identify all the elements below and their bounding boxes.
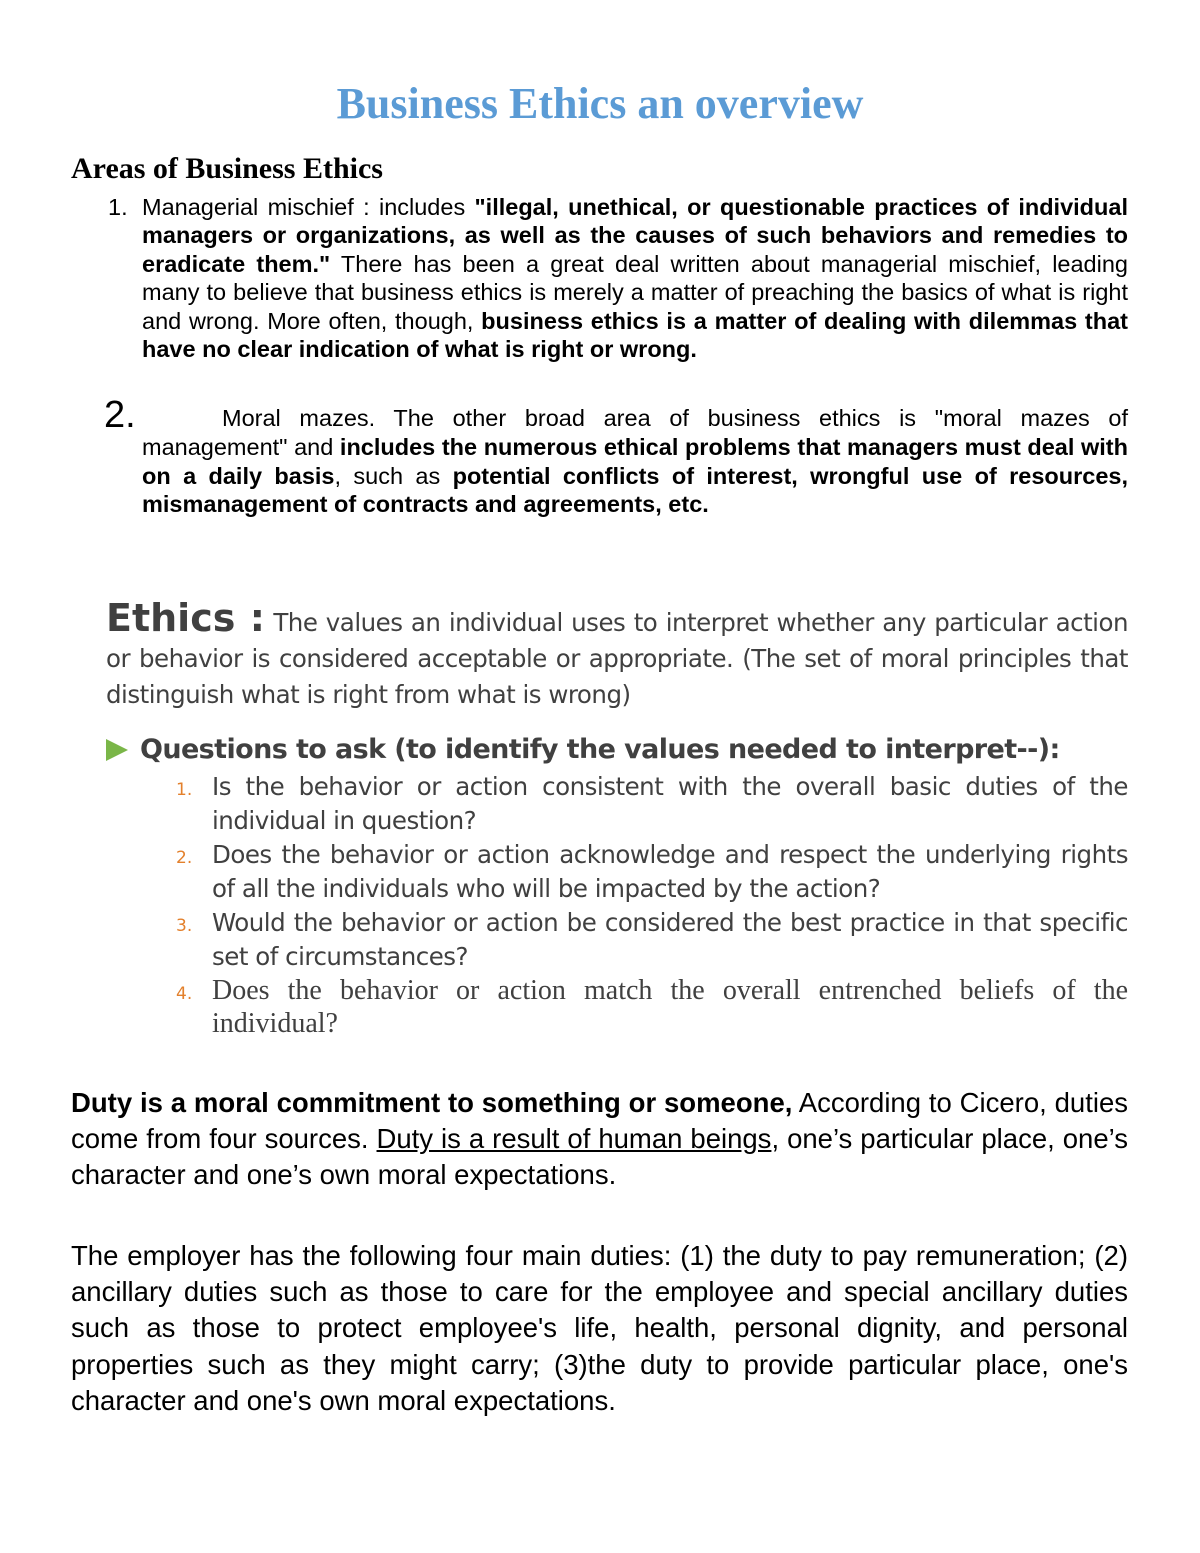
item1-bold-b: business ethics is a matter of dealing with dilemmas that have no clear indication of what is right or wrong.: [142, 307, 1128, 363]
duty-underlined: Duty is a result of human beings: [376, 1123, 772, 1154]
item2-bold-b: potential conflicts of interest, wrongful use of resources, mismanagement of contracts and agreements, etc.: [142, 462, 1129, 518]
questions-heading: [106, 733, 1060, 767]
item2-text: [142, 404, 1128, 519]
page-title: Business Ethics an overview: [336, 79, 864, 128]
item2-number: 2.: [104, 394, 136, 436]
ethics-text: The values an individual uses to interpret whether any particular action or behavior is considered acceptable or appropriate. (The set of moral principles that distinguish what is right from what is wrong): [106, 608, 1129, 709]
questions-heading-text: Questions to ask (to identify the values needed to interpret--):: [140, 734, 1060, 765]
duty-text-a: According to Cicero, duties come from four sources.: [71, 1087, 1128, 1154]
question-number: 4.: [176, 984, 193, 1004]
duty-text-b: , one’s particular place, one’s character and one’s own moral expectations.: [71, 1123, 1128, 1190]
item2-text-b: , such as: [334, 462, 453, 489]
item2-text-a: Moral mazes. The other broad area of business ethics is "moral mazes of management" and: [142, 405, 1128, 460]
question-item: Is the behavior or action consistent with the overall basic duties of the individual in question?: [212, 772, 1128, 835]
employer-duties-paragraph: The employer has the following four main duties: (1) the duty to pay remuneration; (2) ancillary duties such as those to care for the employee and special ancillary duties such as those to protect employee's life, health, personal dignity, and personal properties such as they might carry; (3)the duty to provide particular place, one's character and one's own moral expectations.: [71, 1240, 1128, 1416]
item1-text: [142, 193, 1128, 363]
triangle-bullet-icon: [106, 739, 128, 761]
item1-bold-a: "illegal, unethical, or questionable practices of individual managers or organizations, as well as the causes of such behaviors and remedies to eradicate them.": [142, 194, 1128, 277]
question-item: Does the behavior or action match the overall entrenched beliefs of the individual?: [212, 975, 1128, 1039]
question-number: 2.: [176, 848, 193, 868]
question-number: 1.: [176, 780, 193, 800]
item1-text-a: Managerial mischief : includes: [142, 194, 475, 220]
item1-text-b: There has been a great deal written about managerial mischief, leading many to believe that business ethics is merely a matter of preaching the basics of what is right and wrong. More often, though,: [142, 250, 1128, 334]
duty-bold: Duty is a moral commitment to something or someone,: [71, 1087, 793, 1118]
item2-bold-a: includes the numerous ethical problems that managers must deal with on a daily basis: [142, 433, 1128, 489]
question-number: 3.: [176, 916, 193, 936]
ethics-term: Ethics :: [106, 596, 265, 640]
areas-heading: Areas of Business Ethics: [71, 152, 383, 185]
question-item: Does the behavior or action acknowledge and respect the underlying rights of all the individuals who will be impacted by the action?: [212, 840, 1128, 903]
item1-number: 1.: [108, 194, 128, 220]
question-item: Would the behavior or action be considered the best practice in that specific set of circumstances?: [212, 908, 1128, 971]
duty-paragraph: [71, 1085, 1128, 1193]
ethics-definition: [106, 596, 1129, 713]
